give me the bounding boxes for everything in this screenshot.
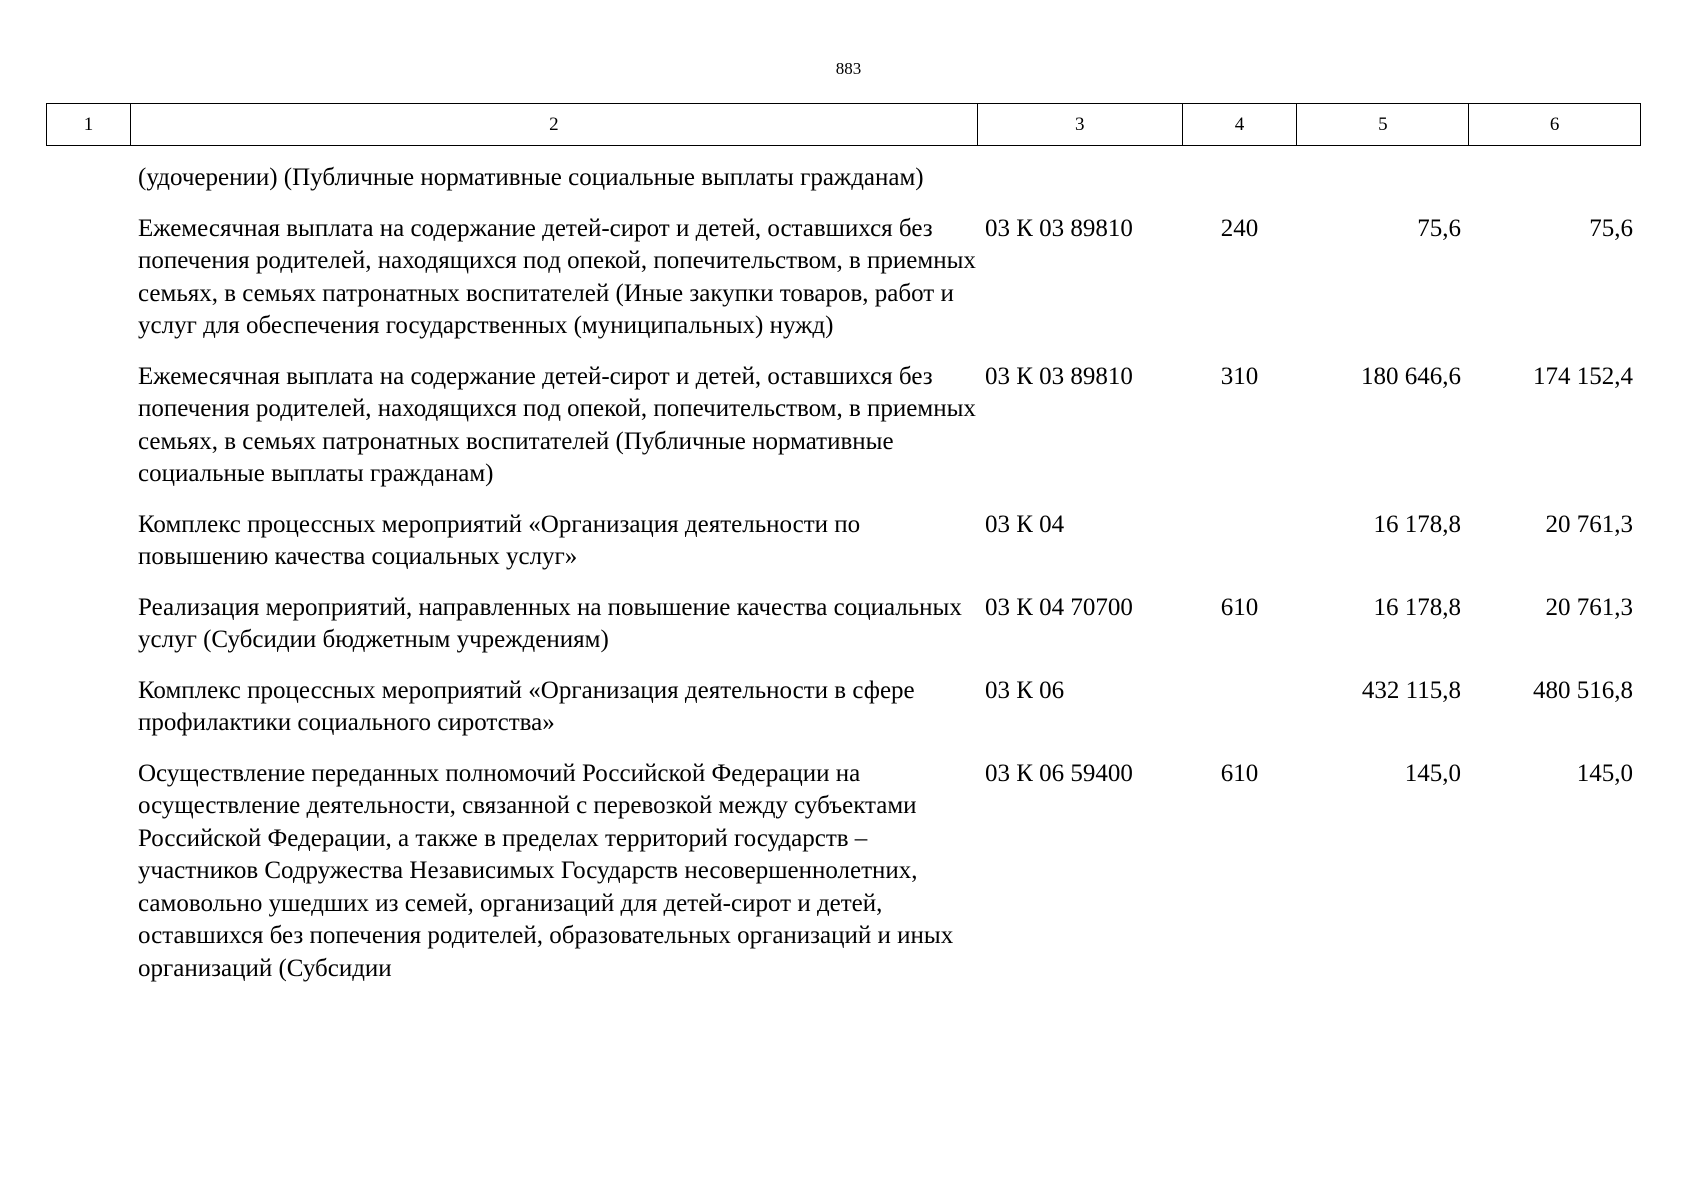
column-header-5: 5	[1296, 104, 1468, 145]
column-header-1: 1	[83, 113, 94, 135]
cell-name: Комплекс процессных мероприятий «Организация деятельности по повышению качества социальных услуг»	[138, 510, 861, 570]
cell-type	[1182, 162, 1297, 195]
column-header-6: 6	[1468, 104, 1640, 145]
cell-value-6: 145,0	[1576, 759, 1633, 787]
cell-name: Осуществление переданных полномочий Российской Федерации на осуществление деятельности, связанной с перевозкой между субъектами Российской Федерации, а также в пределах территорий государств – участников Содружества Независимых Государств несовершеннолетних, самовольно ушедших из семей, организаций для детей-сирот и детей, оставшихся без попечения родителей, образовательных организаций и иных организаций (Субсидии	[138, 759, 954, 982]
table-row	[46, 592, 1641, 657]
cell-type: 240	[1220, 214, 1259, 242]
cell-name: Комплекс процессных мероприятий «Организация деятельности в сфере профилактики социального сиротства»	[138, 676, 915, 736]
cell-value-6: 20 761,3	[1545, 593, 1633, 621]
table-column-header	[46, 103, 1641, 146]
table-row	[46, 213, 1641, 343]
cell-code: 03 К 04 70700	[985, 593, 1133, 621]
cell-value-6: 174 152,4	[1533, 362, 1633, 390]
cell-value-5: 16 178,8	[1373, 593, 1461, 621]
cell-name: Ежемесячная выплата на содержание детей-сирот и детей, оставшихся без попечения родителей, находящихся под опекой, попечительством, в приемных семьях, в семьях патронатных воспитателей (Иные закупки товаров, работ и услуг для обеспечения государственных (муниципальных) нужд)	[138, 214, 976, 339]
cell-name: (удочерении) (Публичные нормативные социальные выплаты гражданам)	[138, 164, 924, 191]
table-row	[46, 675, 1641, 740]
cell-code: 03 К 06 59400	[985, 759, 1133, 787]
table-body	[46, 162, 1641, 1003]
table-row	[46, 758, 1641, 986]
cell-value-5: 145,0	[1404, 759, 1461, 787]
column-header-2: 2	[130, 104, 977, 145]
cell-value-5: 432 115,8	[1361, 676, 1461, 704]
cell-type	[1182, 509, 1297, 574]
cell-code: 03 К 06	[985, 676, 1065, 704]
cell-value-5: 75,6	[1417, 214, 1461, 242]
cell-code	[977, 162, 1182, 195]
cell-value-6	[1469, 162, 1641, 195]
cell-value-6: 480 516,8	[1533, 676, 1633, 704]
cell-type	[1182, 675, 1297, 740]
table-row	[46, 509, 1641, 574]
cell-value-5: 180 646,6	[1361, 362, 1461, 390]
column-header-3: 3	[977, 104, 1182, 145]
cell-type: 610	[1220, 759, 1259, 787]
cell-type: 610	[1220, 593, 1259, 621]
cell-name: Ежемесячная выплата на содержание детей-сирот и детей, оставшихся без попечения родителей, находящихся под опекой, попечительством, в приемных семьях, в семьях патронатных воспитателей (Публичные нормативные социальные выплаты гражданам)	[138, 362, 976, 487]
column-header-4: 4	[1182, 104, 1297, 145]
cell-type: 310	[1220, 362, 1259, 390]
cell-value-6: 20 761,3	[1545, 510, 1633, 538]
cell-code: 03 К 03 89810	[985, 362, 1133, 390]
cell-value-5: 16 178,8	[1373, 510, 1461, 538]
cell-name: Реализация мероприятий, направленных на повышение качества социальных услуг (Субсидии бюджетным учреждениям)	[138, 593, 962, 653]
table-row	[46, 361, 1641, 491]
cell-code: 03 К 03 89810	[985, 214, 1133, 242]
cell-code: 03 К 04	[985, 510, 1065, 538]
cell-value-6: 75,6	[1589, 214, 1633, 242]
table-row	[46, 162, 1641, 195]
page-number: 883	[835, 59, 862, 78]
cell-value-5	[1297, 162, 1469, 195]
